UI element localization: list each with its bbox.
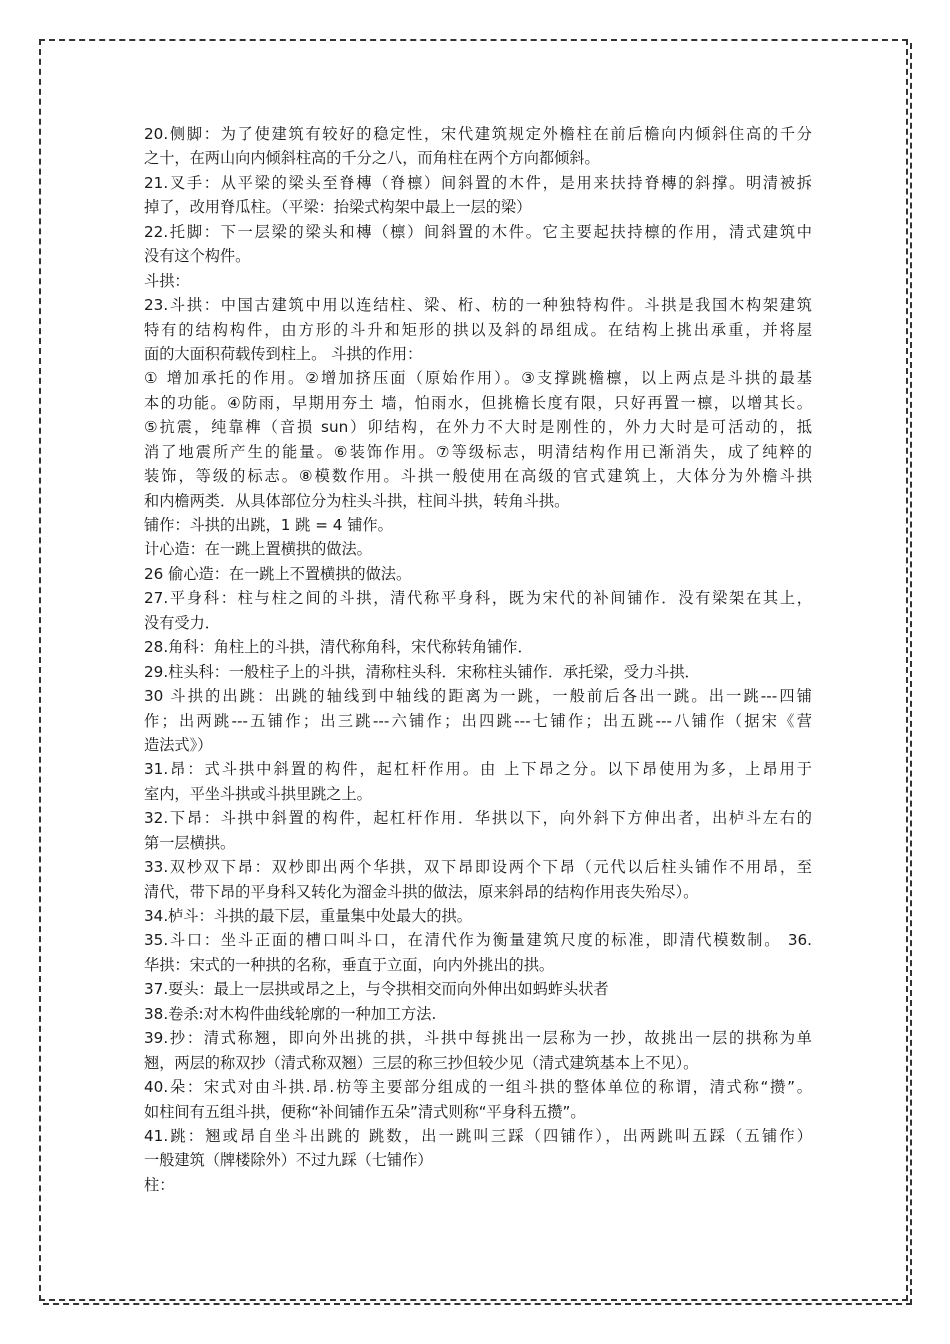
- text-line: 35.斗口：坐斗正面的槽口叫斗口，在清代作为衡量建筑尺度的标准，即清代模数制。 36.: [144, 931, 812, 950]
- text-line: 23.斗拱：中国古建筑中用以连结柱、梁、桁、枋的一种独特构件。斗拱是我国木构架建筑: [144, 296, 812, 315]
- text-line: 柱：: [144, 1175, 175, 1194]
- text-line: 斗拱：: [144, 271, 190, 290]
- text-line: 计心造：在一跳上置横拱的做法。: [144, 540, 372, 559]
- text-line: 34.栌斗：斗拱的最下层，重量集中处最大的拱。: [144, 907, 472, 925]
- text-line: 造法式》）: [144, 735, 213, 754]
- text-line: 如柱间有五组斗拱，便称“补间铺作五朵”清式则称“平身科五攒”。: [144, 1102, 586, 1121]
- text-line: 26 偷心造：在一跳上不置横拱的做法。: [144, 564, 412, 583]
- text-line: 作；出两跳---五铺作；出三跳---六铺作；出四跳---七铺作；出五跳---八铺作（据宋《营: [144, 711, 812, 730]
- text-line: 清代，带下昂的平身科又转化为溜金斗拱的做法，原来斜昂的结构作用丧失殆尽）。: [144, 882, 699, 901]
- text-line: 之十，在两山向内倾斜柱高的千分之八，而角柱在两个方向都倾斜。: [144, 149, 600, 168]
- text-line: 特有的结构构件，由方形的斗升和矩形的拱以及斜的昂组成。在结构上挑出承重，并将屋: [144, 320, 812, 339]
- text-line: 22.托脚：下一层梁的梁头和槫（檩）间斜置的木件。它主要起扶持檩的作用，清式建筑中: [144, 222, 812, 241]
- text-line: 没有受力．: [144, 613, 220, 632]
- text-line: 27.平身科：柱与柱之间的斗拱，清代称平身科，既为宋代的补间铺作．没有梁架在其上，: [144, 589, 812, 608]
- text-line: 29.柱头科：一般柱子上的斗拱，清称柱头科．宋称柱头铺作．承托梁，受力斗拱．: [144, 662, 700, 681]
- text-line: 32.下昂：斗拱中斜置的构件，起杠杆作用．华拱以下，向外斜下方伸出者，出栌斗左右的: [144, 809, 812, 828]
- text-line: 33.双杪双下昂：双杪即出两个华拱，双下昂即设两个下昂（元代以后柱头铺作不用昂，至: [144, 858, 812, 877]
- text-line: 20.侧脚：为了使建筑有较好的稳定性，宋代建筑规定外檐柱在前后檐向内倾斜住高的千分: [144, 125, 812, 143]
- document-body: [144, 122, 812, 1197]
- text-line: 31.昂：式斗拱中斜置的构件，起杠杆作用。由 上下昂之分。以下昂使用为多，上昂用于: [144, 760, 812, 779]
- text-line: 装饰，等级的标志。⑧模数作用。斗拱一般使用在高级的官式建筑上，大体分为外檐斗拱: [144, 467, 812, 486]
- text-line: 消了地震所产生的能量。⑥装饰作用。⑦等级标志，明清结构作用已渐消失，成了纯粹的: [144, 442, 812, 461]
- text-line: 30 斗拱的出跳：出跳的轴线到中轴线的距离为一跳，一般前后各出一跳。出一跳---四铺: [144, 687, 812, 706]
- text-line: 28.角科：角柱上的斗拱，清代称角科，宋代称转角铺作．: [144, 638, 533, 657]
- text-line: 翘，两层的称双抄（清式称双翘）三层的称三抄但较少见（清式建筑基本上不见）。: [144, 1053, 699, 1072]
- text-line: ① 增加承托的作用。②增加挤压面（原始作用）。③支撑跳檐檩，以上两点是斗拱的最基: [144, 369, 812, 388]
- text-line: 面的大面积荷载传到柱上。 斗拱的作用：: [144, 344, 423, 363]
- text-line: 41.跳：翘或昂自坐斗出跳的 跳数，出一跳叫三踩（四铺作），出两跳叫五踩（五铺作）: [144, 1126, 812, 1145]
- text-line: 37.耍头：最上一层拱或昂之上，与令拱相交而向外伸出如蚂蚱头状者: [144, 980, 609, 999]
- text-line: 21.叉手：从平梁的梁头至脊槫（脊檩）间斜置的木件，是用来扶持脊槫的斜撑。明清被拆: [144, 173, 812, 192]
- text-line: 40.朵：宋式对由斗拱.昂.枋等主要部分组成的一组斗拱的整体单位的称谓，清式称“攒”。: [144, 1078, 812, 1097]
- text-line: 没有这个构件。: [144, 247, 251, 266]
- text-line: 第一层横拱。: [144, 833, 236, 852]
- text-line: 华拱：宋式的一种拱的名称，垂直于立面，向内外挑出的拱。: [144, 955, 555, 974]
- text-line: 一般建筑（牌楼除外）不过九踩（七铺作）: [144, 1151, 433, 1170]
- text-line: 铺作：斗拱的出跳，1 跳 = 4 铺作。: [144, 516, 393, 534]
- text-line: 39.抄：清式称翘，即向外出挑的拱，斗拱中每挑出一层称为一抄，故挑出一层的拱称为单: [144, 1029, 812, 1048]
- text-line: 38.卷杀:对木构件曲线轮廓的一种加工方法.: [144, 1004, 437, 1023]
- text-line: 掉了，改用脊瓜柱。（平梁：抬梁式构架中最上一层的梁）: [144, 198, 532, 217]
- text-line: 和内檐两类．从具体部位分为柱头斗拱，柱间斗拱，转角斗拱。: [144, 491, 570, 510]
- text-line: 室内，平坐斗拱或斗拱里跳之上。: [144, 784, 372, 803]
- text-line: 本的功能。④防雨，早期用夯土 墙，怕雨水，但挑檐长度有限，只好再置一檩，以增其长。: [144, 393, 812, 412]
- text-line: ⑤抗震，纯靠榫（音损 sun）卯结构，在外力不大时是刚性的，外力大时是可活动的，抵: [144, 418, 812, 437]
